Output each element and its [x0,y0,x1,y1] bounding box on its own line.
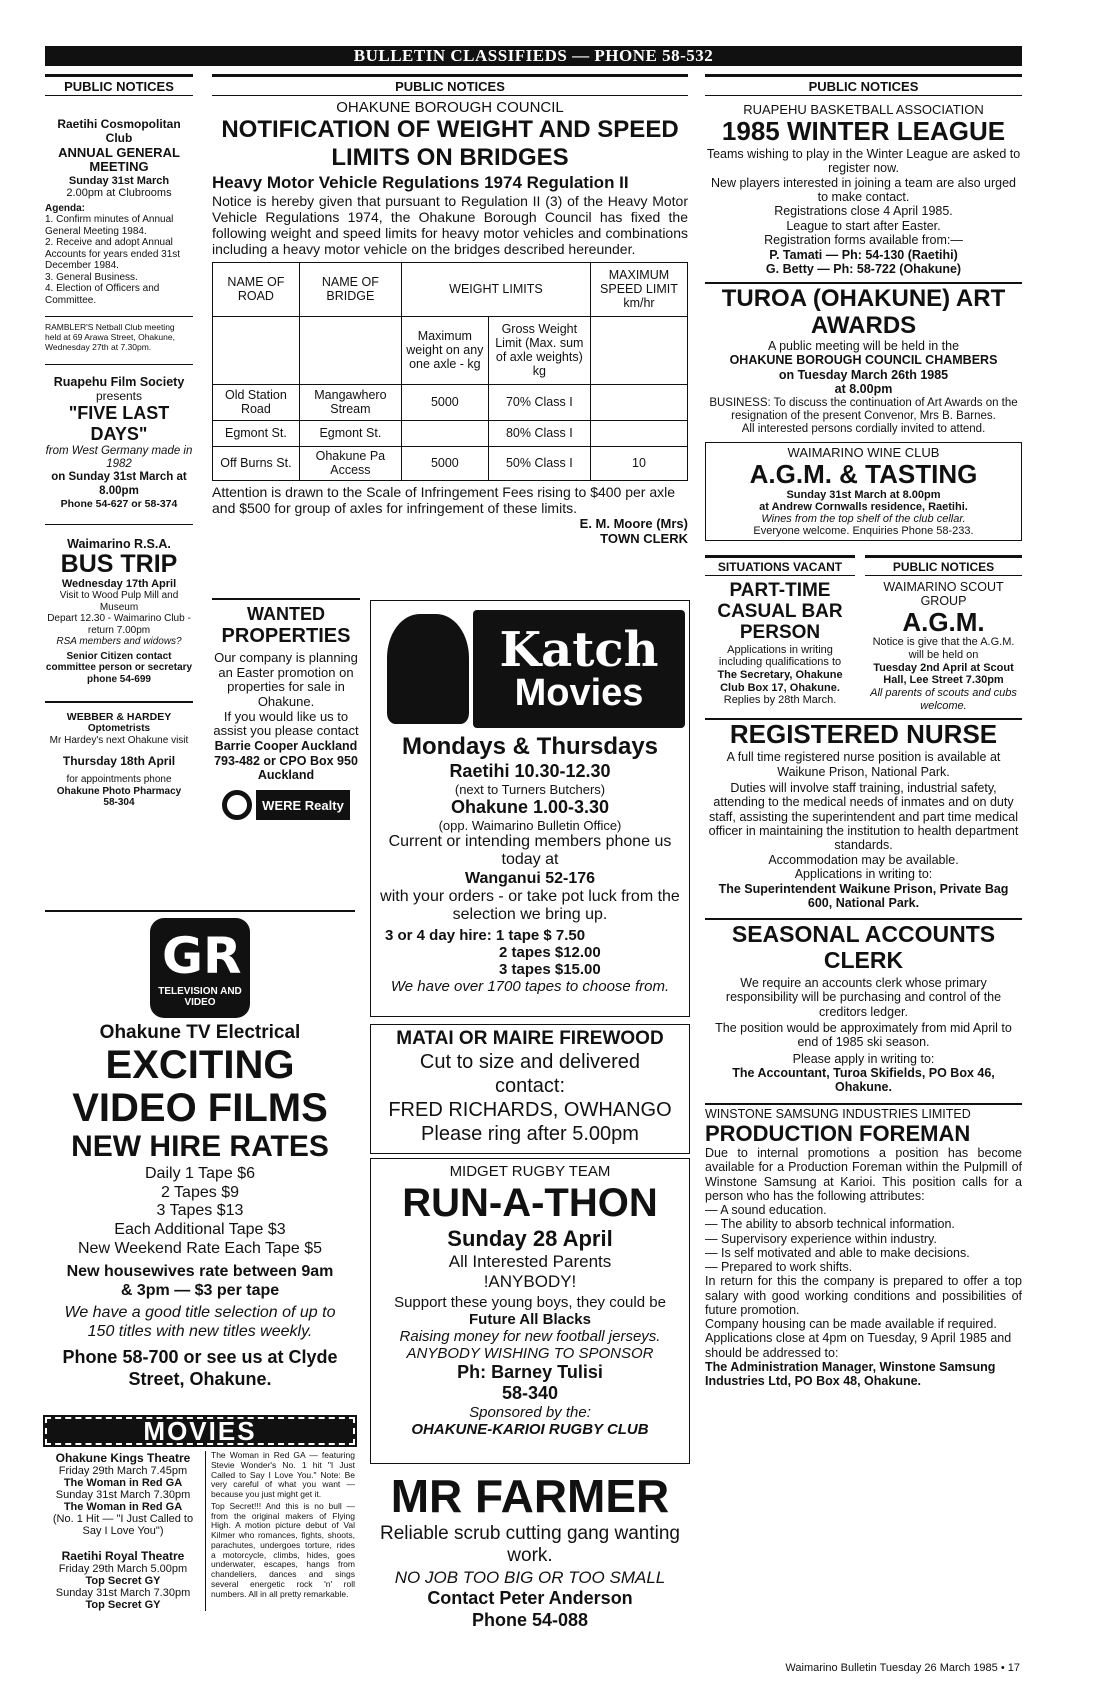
katch-days: Mondays & Thursdays [401,733,659,760]
rsa-name: Waimarino R.S.A. [67,536,171,551]
firewood-ad [370,1024,690,1154]
gr-rate: New Weekend Rate Each Tape $5 [77,1239,322,1257]
gr-headline-1: EXCITING [105,1043,295,1087]
farmer-phone: Phone 54-088 [471,1609,589,1630]
katch-ohakune: Ohakune 1.00-3.30 [450,797,610,817]
optometrist-name: WEBBER & HARDEY [66,711,172,724]
clerk-title: SEASONAL ACCOUNTS CLERK [731,921,996,973]
gr-selection: We have a good title selection of up to 150 titles with new titles weekly. [64,1303,336,1341]
bridges-notice [212,74,688,546]
bus-contact: Senior Citizen contact committee person or secretary phone 54-699 [45,650,193,685]
movie-time: Sunday 31st March 7.30pm [55,1587,191,1599]
page-footer: Waimarino Bulletin Tuesday 26 March 1985 • 17 [785,1662,1020,1674]
clerk-text: We require an accounts clerk whose primary responsibility will be purchasing and control of the creditors ledger. [725,975,1002,1019]
nurse-address: The Superintendent Waikune Prison, Private Bag 600, National Park. [718,881,1009,910]
scout-agm: A.G.M. [902,606,985,637]
movie-time: Sunday 31st March 7.30pm [55,1489,191,1501]
katch-hire: 3 or 4 day hire: 1 tape $ 7.50 [385,926,586,944]
katch-hire: 3 tapes $15.00 [499,960,601,978]
clerk-apply: Please apply in writing to: [792,1051,935,1066]
film-society: Ruapehu Film Society [53,375,185,390]
movie-blurb: The Woman in Red GA — featuring Stevie Wonder's No. 1 hit "I Just Called to Say I Love You." Note: Be very careful of what you want — because you just might get it. [211,1450,355,1500]
agm-date: Sunday 31st March [68,174,170,187]
movie-blurb: Top Secret!!! And this is no bull — from the original makers of Flying High. A motion picture debut of Val Kilmer who romances, fights, shoots, parachutes, undergoes torture, rides a motorcycle, climbs, hides, goes underwater, escapes, hangs from chandeliers, dances and sings several energetic rock 'n' roll numbers. All in all pretty remarkable. [211,1500,355,1599]
runathon-phone-name: Ph: Barney Tulisi [457,1362,603,1382]
gr-headline-3: NEW HIRE RATES [71,1130,329,1163]
nurse-accommodation: Accommodation may be available. [768,852,959,867]
turoa-text: A public meeting will be held in the [767,339,960,354]
agenda-item: 1. Confirm minutes of Annual General Meeting 1984. [45,214,174,237]
runathon-club: OHAKUNE-KARIOI RUGBY CLUB [411,1421,649,1438]
gr-phone: Phone 58-700 or see us at Clyde Street, Ohakune. [62,1347,338,1390]
turoa-invite: All interested persons cordially invited to attend. [741,422,986,435]
agenda-item: 2. Receive and adopt Annual Accounts for years ended 31st December 1984. [45,237,181,272]
gr-tv-logo: GR TELEVISION AND VIDEO [150,918,250,1018]
turoa-business: BUSINESS: To discuss the continuation of Art Awards on the resignation of the present Convenor, Mrs B. Barnes. [709,396,1018,422]
bridges-table [212,262,688,481]
bus-depart: Depart 12.30 - Waimarino Club - return 7.00pm [47,613,191,636]
gr-shop-name: Ohakune TV Electrical [99,1022,301,1043]
bar-apply: Applications in writing including qualifications to [718,643,842,669]
winter-text: New players interested in joining a team are also urged to make contact. [710,175,1017,205]
gr-rate: 2 Tapes $9 [161,1183,239,1201]
gr-headline-2: VIDEO FILMS [72,1086,328,1130]
movies-ad [45,1417,355,1611]
runathon-title: RUN-A-THON [402,1181,658,1225]
foreman-offer: In return for this the company is prepared to offer a top salary with good working conditions and possibilities of future promotion. [705,1274,1022,1317]
film-date: on Sunday 31st March at 8.00pm [51,471,187,497]
winter-contact: G. Betty — Ph: 58-722 (Ohakune) [765,261,962,276]
signatory: E. M. Moore (Mrs) [579,515,688,531]
scout-date: Tuesday 2nd April at Scout Hall, Lee Street 7.30pm [873,661,1014,687]
council-name: OHAKUNE BOROUGH COUNCIL [336,99,564,116]
firewood-line: Please ring after 5.00pm [421,1123,639,1145]
foreman-attribute: — The ability to absorb technical information. [705,1217,955,1232]
firewood-title: MATAI OR MAIRE FIREWOOD [396,1028,664,1049]
kings-theatre: Ohakune Kings Theatre [55,1451,191,1465]
col-subheader: Maximum weight on any one axle - kg [401,316,488,384]
foreman-attribute: — Is self motivated and able to make decisions. [705,1245,970,1260]
club-name: Raetihi Cosmopolitan Club [57,117,181,145]
wine-club-note: Wines from the top shelf of the club cellar. [761,512,966,525]
foreman-title: PRODUCTION FOREMAN [705,1120,971,1146]
katch-movies-ad [370,600,690,1017]
katch-raetihi-sub: (next to Turners Butchers) [454,782,606,797]
bar-person-title: PART-TIME CASUAL BAR PERSON [717,579,843,644]
wine-club-name: WAIMARINO WINE CLUB [787,445,940,461]
agenda-item: 3. General Business. [45,271,138,283]
situations-vacant-header: SITUATIONS VACANT [705,555,855,576]
gr-rate: Daily 1 Tape $6 [145,1165,255,1182]
winter-text: Registration forms available from:— [764,233,963,248]
foreman-address: The Administration Manager, Winstone Samsung Industries Ltd, PO Box 48, Ohakune. [705,1359,996,1389]
movie-time: Friday 29th March 5.00pm [58,1563,188,1575]
firewood-line: Cut to size and delivered [419,1051,641,1073]
nurse-duties: Duties will involve staff training, industrial safety, attending to the medical needs of inmates and on duty staff, assisting the superintendent and part time medical officer in maintaining the institution to health department standards. [708,780,1019,853]
col-header: NAME OF BRIDGE [299,262,401,316]
turoa-date: on Tuesday March 26th 1985 [778,367,949,382]
bus-visit: Visit to Wood Pulp Mill and Museum [59,590,179,613]
clerk-address: The Accountant, Turoa Skifields, PO Box 46, Ohakune. [732,1066,995,1095]
col-subheader: Gross Weight Limit (Max. sum of axle weights) kg [488,316,590,384]
runathon-raising: Raising money for new football jerseys. [399,1328,661,1345]
winter-text: League to start after Easter. [786,218,941,233]
katch-wanganui: Wanganui 52-176 [464,869,596,887]
movie-time: Friday 29th March 7.45pm [58,1465,188,1477]
optometrist-pharmacy: Ohakune Photo Pharmacy [56,785,182,797]
royal-theatre: Raetihi Royal Theatre [61,1549,185,1563]
bridges-body: Notice is hereby given that pursuant to Regulation II (3) of the Heavy Motor Vehicle Regulations 1974, the Ohakune Borough Council has fixed the following weight and speed limits for heavy motor vehicles and combinations including a heavy motor vehicle on the bridges described hereunder. [212,193,688,258]
gr-rate: Each Additional Tape $3 [114,1221,286,1239]
table-row: Old Station Road Mangawhero Stream 5000 70% Class I [213,384,688,420]
foreman-attribute: — A sound education. [705,1203,827,1218]
runathon-sponsor: ANYBODY WISHING TO SPONSOR [406,1345,654,1362]
movies-banner: MOVIES [45,1417,355,1445]
foreman-close: Applications close at 4pm on Tuesday, 9 April 1985 and should be addressed to: [705,1331,1012,1360]
gr-rate: 3 Tapes $13 [156,1202,244,1220]
gr-housewives: New housewives rate between 9am & 3pm — $3 per tape [66,1262,334,1299]
properties-title: PROPERTIES [221,625,351,647]
optometrist-appt: for appointments phone [66,774,172,786]
agm-time: 2.00pm at Clubrooms [66,186,172,199]
optometrist-phone: 58-304 [103,797,135,809]
scout-group: WAIMARINO SCOUT GROUP [883,579,1004,608]
were-realty-logo: WERE Realty [212,790,360,820]
nurse-text: A full time registered nurse position is available at Waikune Prison, National Park. [726,750,1001,779]
foreman-attribute: — Prepared to work shifts. [705,1260,853,1275]
col-header: MAXIMUM SPEED LIMIT km/hr [590,262,687,316]
scout-notice: Notice is give that the A.G.M. will be held on [872,636,1015,662]
agenda-label: Agenda: [45,202,85,214]
table-row: Egmont St. Egmont St. 80% Class I [213,420,688,446]
farmer-ad [370,1470,690,1650]
bridges-regulation: Heavy Motor Vehicle Regulations 1974 Regulation II [212,173,629,193]
nurse-apply: Applications in writing to: [794,867,933,882]
bus-date: Wednesday 17th April [61,578,177,591]
wine-club-ad [705,442,1022,541]
wanted-properties-ad [212,598,360,820]
gr-video-ad [45,910,355,1391]
runathon-parents: All Interested Parents [448,1252,612,1271]
katch-current: Current or intending members phone us today at [388,833,672,869]
clerk-period: The position would be approximately from mid April to end of 1985 ski season. [715,1020,1012,1050]
bridges-attention: Attention is drawn to the Scale of Infringement Fees rising to $400 per axle and $500 for group of axles for infringement of these limits. [212,483,676,516]
movie-note: (No. 1 Hit — "I Just Called to Say I Love You") [52,1513,194,1537]
runathon-future: Future All Blacks [469,1311,591,1328]
signatory-title: TOWN CLERK [600,530,688,546]
farmer-line: NO JOB TOO BIG OR TOO SMALL [394,1567,666,1587]
winter-text: Teams wishing to play in the Winter League are asked to register now. [706,146,1021,176]
public-notices-header: PUBLIC NOTICES [45,74,193,96]
runathon-ad [370,1158,690,1464]
column-left [45,74,193,809]
runathon-support: Support these young boys, they could be [394,1294,666,1311]
nurse-title: REGISTERED NURSE [729,719,998,750]
wine-club-venue: at Andrew Cornwalls residence, Raetihi. [759,500,968,513]
basketball-assoc: RUAPEHU BASKETBALL ASSOCIATION [743,102,984,117]
bus-rsa: RSA members and widows? [56,636,182,648]
runathon-team: MIDGET RUGBY TEAM [449,1163,611,1180]
wanted-contact: Barrie Cooper Auckland 793-482 or CPO Box 950 Auckland [214,739,358,782]
bar-address: The Secretary, Ohakune Club Box 17, Ohakune. [717,668,843,694]
bar-replies: Replies by 28th March. [723,694,837,707]
turoa-venue: OHAKUNE BOROUGH COUNCIL CHAMBERS [729,353,998,368]
agenda-item: 4. Election of Officers and Committee. [45,283,160,306]
ramblers-notice: RAMBLER'S Netball Club meeting held at 69 Arawa Street, Ohakune, Wednesday 27th at 7.30pm. [45,322,175,352]
wanted-assist: If you would like us to assist you please contact [213,708,359,739]
classifieds-banner: BULLETIN CLASSIFIEDS — PHONE 58-532 [45,46,1022,66]
winter-contact: P. Tamati — Ph: 54-130 (Raetihi) [769,247,958,262]
turoa-title: TUROA (OHAKUNE) ART AWARDS [721,285,1006,339]
movie-title: Top Secret GY [85,1599,161,1611]
bus-trip-title: BUS TRIP [60,549,178,578]
agm-title: ANNUAL GENERAL MEETING [58,144,180,175]
katch-ohakune-sub: (opp. Waimarino Bulletin Office) [438,818,622,833]
wine-club-enquiries: Everyone welcome. Enquiries Phone 58-233. [753,524,974,537]
foreman-attribute: — Supervisory experience within industry. [705,1231,937,1246]
winter-text: Registrations close 4 April 1985. [774,204,953,219]
table-row: Off Burns St. Ohakune Pa Access 5000 50% Class I 10 [213,446,688,480]
runathon-date: Sunday 28 April [447,1226,613,1251]
runathon-phone: 58-340 [501,1383,559,1403]
wine-club-title: A.G.M. & TASTING [749,459,978,490]
foreman-housing: Company housing can be made available if required. [705,1317,997,1332]
public-notices-header: PUBLIC NOTICES [212,74,688,96]
optometrist-date: Thursday 18th April [62,754,176,769]
winstone-company: WINSTONE SAMSUNG INDUSTRIES LIMITED [705,1106,971,1121]
turoa-time: at 8.00pm [834,382,893,397]
film-origin: from West Germany made in 1982 [45,444,193,471]
farmer-line: Reliable scrub cutting gang wanting work. [380,1522,680,1567]
runathon-sponsored: Sponsored by the: [469,1404,591,1421]
optometrist-sub: Optometrists [87,723,151,735]
were-logo-icon [222,790,252,820]
wine-club-date: Sunday 31st March at 8.00pm [786,488,941,501]
katch-tapes: We have over 1700 tapes to choose from. [390,977,670,995]
col-header: NAME OF ROAD [213,262,300,316]
scout-welcome: All parents of scouts and cubs welcome. [870,686,1017,712]
katch-hire: 2 tapes $12.00 [499,943,601,961]
wanted-title: WANTED [247,604,325,624]
firewood-line: contact: [494,1075,566,1097]
col-header: WEIGHT LIMITS [401,262,590,316]
katch-orders: with your orders - or take pot luck from the selection we bring up. [380,887,680,924]
farmer-title: MR FARMER [390,1470,670,1522]
movie-title: Top Secret GY [85,1575,161,1587]
movie-title: The Woman in Red GA [63,1477,183,1489]
film-phone: Phone 54-627 or 58-374 [60,497,178,510]
public-notices-header: PUBLIC NOTICES [865,555,1022,576]
winter-league-title: 1985 WINTER LEAGUE [721,116,1006,146]
film-title: "FIVE LAST DAYS" [68,403,170,445]
bridges-title: NOTIFICATION OF WEIGHT AND SPEED LIMITS ON BRIDGES [221,116,679,171]
optometrist-next: Mr Hardey's next Ohakune visit [49,734,189,746]
farmer-contact: Contact Peter Anderson [427,1588,633,1609]
katch-logo: Katch Movies [473,610,685,728]
katch-raetihi: Raetihi 10.30-12.30 [449,761,611,781]
column-right [705,74,1022,1388]
runathon-anybody: !ANYBODY! [483,1272,577,1291]
presents: presents [95,389,143,404]
movie-title: The Woman in Red GA [63,1501,183,1513]
firewood-line: FRED RICHARDS, OWHANGO [388,1099,672,1121]
public-notices-header: PUBLIC NOTICES [705,74,1022,96]
wanted-body: Our company is planning an Easter promotion on properties for sale in Ohakune. [214,650,358,710]
foreman-text: Due to internal promotions a position has become available for a Production Foreman within the Pulpmill of Winstone Samsung at Karioi. This position calls for a person who has the following attributes: [705,1146,1022,1203]
face-illustration [387,614,469,724]
